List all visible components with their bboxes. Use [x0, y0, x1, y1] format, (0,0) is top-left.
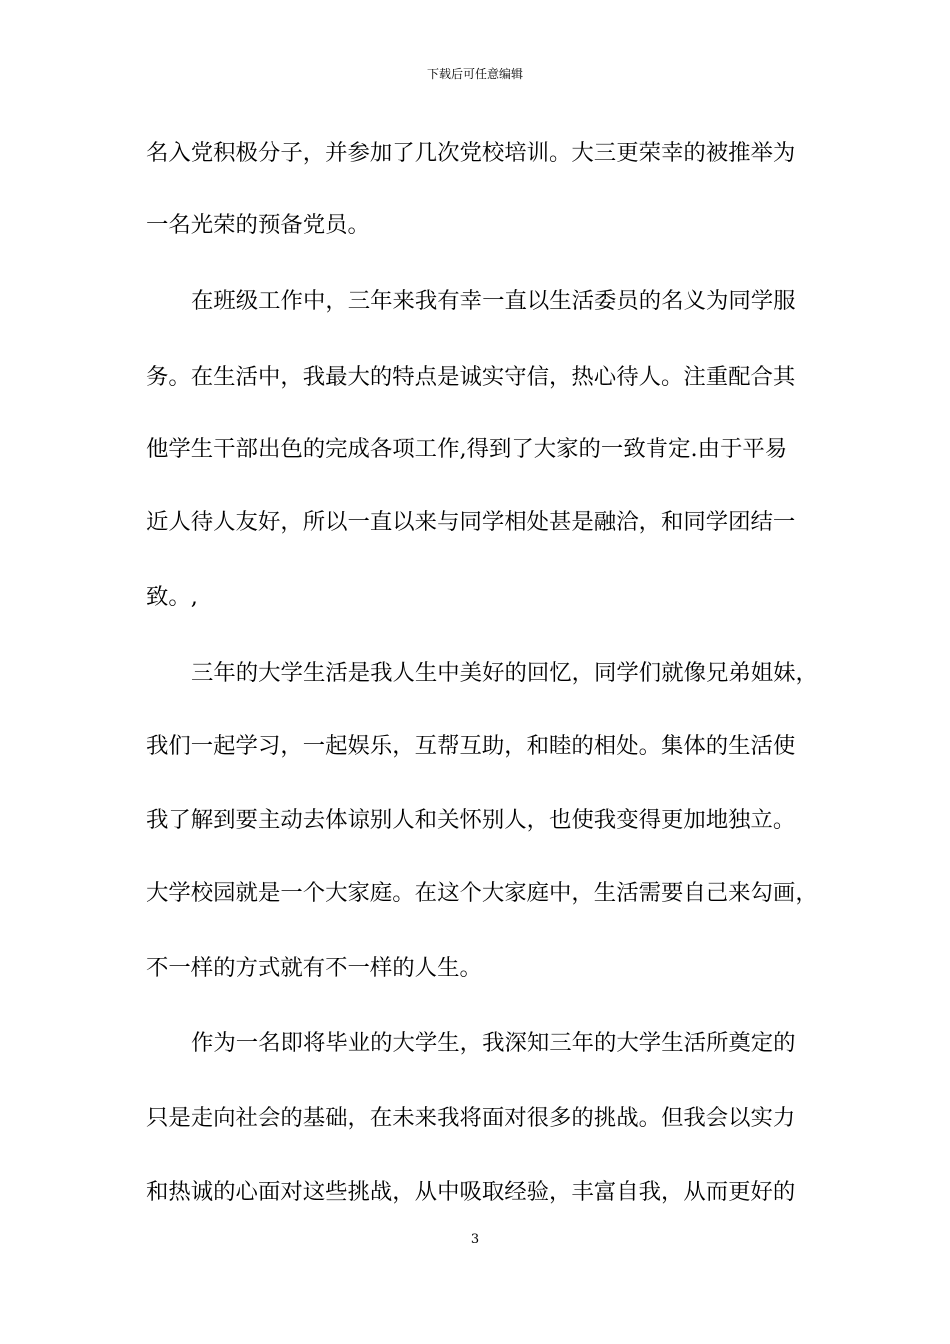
- page-header: 下载后可任意编辑: [426, 67, 523, 81]
- text-line: 近人待人友好，所以一直以来与同学相处甚是融洽，和同学团结一: [146, 509, 796, 535]
- text-line: 务。在生活中，我最大的特点是诚实守信，热心待人。注重配合其: [146, 364, 796, 390]
- text-line: 他学生干部出色的完成各项工作,得到了大家的一致肯定.由于平易: [146, 436, 788, 462]
- text-line: 我们一起学习，一起娱乐，互帮互助，和睦的相处。集体的生活使: [146, 733, 796, 759]
- text-line: 和热诚的心面对这些挑战，从中吸取经验，丰富自我，从而更好的: [146, 1179, 796, 1205]
- text-line: 三年的大学生活是我人生中美好的回忆，同学们就像兄弟姐妹，: [191, 660, 818, 686]
- text-line: 作为一名即将毕业的大学生，我深知三年的大学生活所奠定的: [191, 1030, 796, 1056]
- text-line: 大学校园就是一个大家庭。在这个大家庭中，生活需要自己来勾画，: [146, 880, 818, 906]
- text-line: 致。,: [146, 584, 198, 610]
- text-line: 名入党积极分子，并参加了几次党校培训。大三更荣幸的被推举为: [146, 140, 796, 166]
- text-line: 我了解到要主动去体谅别人和关怀别人，也使我变得更加地独立。: [146, 807, 796, 833]
- text-line: 一名光荣的预备党员。: [146, 212, 370, 238]
- text-line: 只是走向社会的基础，在未来我将面对很多的挑战。但我会以实力: [146, 1105, 796, 1131]
- text-line: 在班级工作中，三年来我有幸一直以生活委员的名义为同学服: [191, 288, 796, 314]
- page-number: 3: [470, 1232, 480, 1247]
- text-line: 不一样的方式就有不一样的人生。: [146, 955, 482, 981]
